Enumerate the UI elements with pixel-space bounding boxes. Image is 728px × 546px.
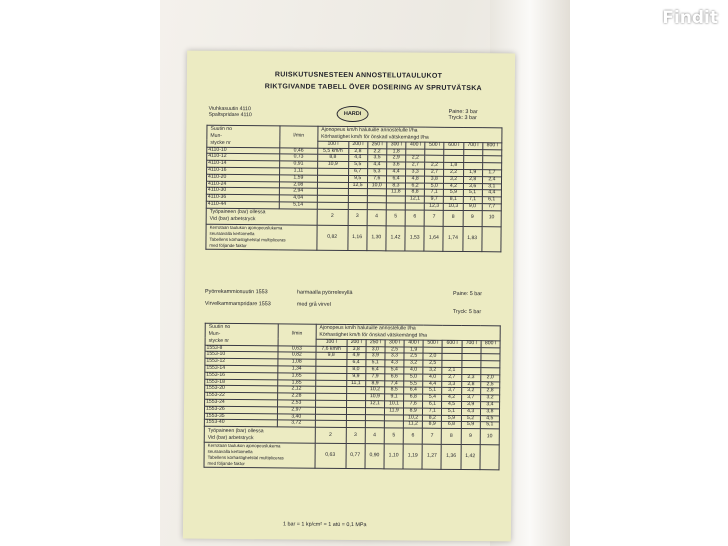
speed-value: 5,0 (425, 183, 444, 190)
speed-value: 4,4 (367, 162, 386, 169)
hardi-logo: HARDI (337, 106, 369, 122)
nozzle-code: 1553-18 (205, 379, 278, 386)
flow-value: 0,91 (280, 161, 318, 168)
nozzle-code: 1553-8 (205, 345, 278, 352)
speed-value: 8,9 (423, 422, 442, 429)
speed-value: 3,3 (442, 381, 461, 388)
rate-header: 500 l (423, 340, 442, 347)
pressure-value: 5 (386, 210, 405, 226)
rate-header: 250 l (366, 339, 385, 346)
nozzle-code: 1553-35 (204, 413, 277, 420)
pressure-value: 5 (384, 428, 403, 444)
speed-value: 11,1 (346, 380, 365, 387)
speed-value: 3,6 (463, 183, 482, 190)
speed-value: 2,1 (442, 367, 461, 374)
speed-value: 6,7 (348, 169, 367, 176)
flow-value: 2,53 (277, 400, 315, 407)
speed-value: 8,5 (385, 387, 404, 394)
nozzle-code: 1553-40 (204, 420, 277, 427)
nozzle-code: 1553-20 (205, 386, 278, 393)
dosage-table-1553 (203, 323, 500, 471)
findit-watermark: Findit (662, 8, 718, 28)
speed-value: 5,4 (385, 367, 404, 374)
speed-value: 3,8 (425, 176, 444, 183)
speed-value: 1,7 (482, 170, 501, 177)
pressure-value: 4 (365, 428, 384, 444)
unit-footnote: 1 bar = 1 kp/cm² = 1 atü = 0,1 MPa (282, 521, 367, 529)
speed-value: 2,5 (480, 381, 499, 388)
nozzle-fi-2: Pyörrekammiosuutin 1553 (205, 288, 268, 296)
speed-value: 2,2 (425, 162, 444, 169)
pressure-value: 2 (317, 209, 348, 225)
speed-value: 9,1 (384, 394, 403, 401)
nozzle-code: 1553-12 (205, 358, 278, 365)
speed-value: 2,2 (367, 148, 386, 155)
speed-value: 4,2 (444, 183, 463, 190)
speed-value: 6,8 (404, 394, 423, 401)
multiplier-value: 0,90 (365, 444, 384, 469)
rate-header: 100 l (318, 141, 349, 148)
swirl-fi: harmaalla pyörrelevyllä (297, 289, 353, 297)
speed-value: 2,0 (423, 354, 442, 361)
speed-value: 9,5 (348, 175, 367, 182)
nozzle-code: 1553-22 (205, 392, 278, 399)
speed-value: 7,6 (404, 401, 423, 408)
speed-value: 5,1 (366, 360, 385, 367)
speed-value: 8,9 (365, 380, 384, 387)
speed-value: 5,1 (423, 388, 442, 395)
speed-value: 4,4 (386, 169, 405, 176)
speed-value: 2,8 (348, 148, 367, 155)
speed-value: 10,1 (384, 401, 403, 408)
pressure-value: 6 (403, 428, 422, 444)
nozzle-code: 1553-24 (205, 399, 278, 406)
speed-value: 2,5 (423, 360, 442, 367)
speed-value: 5,3 (367, 169, 386, 176)
speed-value: 2,7 (406, 162, 425, 169)
rate-header: 800 l (483, 142, 502, 149)
speed-value: 8,3 (386, 182, 405, 189)
speed-value: 12,5 (348, 182, 367, 189)
speed-value: 10,2 (403, 415, 422, 422)
pressure-value: 8 (442, 429, 461, 445)
flow-value: 2,08 (279, 181, 317, 188)
multiplier-value: 1,53 (405, 226, 424, 251)
col-lmin: l/min (280, 126, 318, 148)
speed-value: 3,3 (406, 169, 425, 176)
speed-value: 9,9 (346, 373, 365, 380)
speed-value: 4,0 (423, 374, 442, 381)
flow-value: 0,46 (280, 148, 318, 155)
speed-value: 9,8 (316, 353, 347, 360)
speed-value: 3,6 (387, 162, 406, 169)
speed-value: 4,4 (423, 381, 442, 388)
speed-value: 4,8 (406, 176, 425, 183)
speed-value: 3,2 (444, 176, 463, 183)
multiplier-value: 0,63 (315, 443, 346, 468)
speed-value: 8,1 (444, 197, 463, 204)
col-lmin-2: l/min (278, 324, 316, 346)
nozzle-code: 1553-16 (205, 372, 278, 379)
speed-value: 7,1 (425, 190, 444, 197)
speed-value: 5,4 (423, 394, 442, 401)
speed-value: 6,4 (366, 367, 385, 374)
pressure-value: 4 (367, 209, 386, 225)
speed-value: 6,4 (404, 387, 423, 394)
speed-value: 4,5 (480, 415, 499, 422)
pressure-value: 2 (315, 427, 346, 443)
rate-header: 400 l (406, 142, 425, 149)
speed-value: 5,2 (461, 415, 480, 422)
speed-value: 2,5 (385, 346, 404, 353)
rate-header: 600 l (442, 340, 461, 347)
speed-value: 2,5 (404, 353, 423, 360)
flow-value: 5,14 (279, 202, 317, 209)
speed-value: 5,1 (442, 408, 461, 415)
rate-header: 300 l (385, 340, 404, 347)
flow-value: 0,82 (278, 352, 316, 359)
speed-value: 2,4 (482, 176, 501, 183)
speed-value: 8,2 (423, 415, 442, 422)
multiplier-value: 1,16 (347, 225, 366, 250)
speed-value: 1,8 (444, 163, 463, 170)
speed-value: 6,1 (423, 401, 442, 408)
col-nozzle: Suutin no Mun- stycke nr (207, 125, 280, 147)
speed-value: 8,8 (405, 189, 424, 196)
speed-value: 3,1 (482, 183, 501, 190)
speed-value: 10,2 (365, 387, 384, 394)
speed-value: 3,9 (461, 401, 480, 408)
pressure-value: 6 (405, 210, 424, 226)
flow-value: 0,73 (280, 154, 318, 161)
speed-value: 2,2 (406, 155, 425, 162)
speed-value: 8,8 (317, 155, 348, 162)
flow-value: 2,97 (277, 407, 315, 414)
speed-value: 2,7 (425, 169, 444, 176)
nozzle-code: 1553-10 (205, 352, 278, 359)
speed-value: 4,9 (346, 353, 365, 360)
pressure-row: Työpaineen (bar) ollessa Vid (bar) arbetstryck 2 3 4 5 6 7 8 9 10 (206, 208, 501, 227)
speed-value: 11,2 (403, 421, 422, 428)
multiplier-row: Kerrotaan taulukon ajonopeuslukema seuraavalla kertoimella Tabellens körhastighetstal multipliceras med följande faktor 0,82 1,16 1,30 1,42 1,53 1,64 1,74 1,83 (206, 224, 501, 251)
speed-value: 3,2 (423, 367, 442, 374)
speed-value: 4,5 (442, 401, 461, 408)
nozzle-label-1 (209, 107, 252, 119)
pressure-sv: Tryck: 3 bar (448, 115, 477, 122)
pressure-fi: Paine: 3 bar (448, 108, 478, 116)
speed-value: 7,1 (423, 408, 442, 415)
pressure-fi-2: Paine: 5 bar (452, 290, 483, 298)
speed-value: 4,3 (385, 360, 404, 367)
plate-title-sv: RIKTGIVANDE TABELL ÖVER DOSERING AV SPRUTVÄTSKA (264, 83, 482, 93)
speed-value: 3,7 (442, 388, 461, 395)
nozzle-code: 4110-16 (207, 167, 280, 174)
speed-value: 10,9 (365, 394, 384, 401)
speed-value: 2,8 (463, 176, 482, 183)
nozzle-code: 4110-10 (207, 147, 280, 154)
multiplier-value: 1,42 (461, 445, 480, 470)
flow-value: 1,11 (279, 168, 317, 175)
speed-value: 11,8 (386, 189, 405, 196)
speed-value: 3,5 (367, 155, 386, 162)
speed-value: 7,9 (365, 373, 384, 380)
speed-value: 9,7 (425, 196, 444, 203)
speed-value: 12,1 (405, 196, 424, 203)
speed-value: 3,4 (480, 402, 499, 409)
multiplier-value: 1,19 (403, 444, 422, 469)
multiplier-value: 1,27 (422, 444, 441, 469)
speed-value: 2,3 (461, 374, 480, 381)
pressure-value: 9 (461, 429, 480, 445)
speed-value: 6,8 (442, 422, 461, 429)
nozzle-sv: Spaltspridare 4110 (208, 111, 252, 119)
multiplier-value: 1,64 (424, 226, 443, 251)
speed-value: 2,0 (481, 374, 500, 381)
multiplier-value: 0,77 (346, 444, 365, 469)
multiplier-value (482, 226, 501, 251)
nozzle-sv-2: Virvelkammarspridare 1553 (204, 300, 271, 308)
pressure-value: 7 (424, 210, 443, 226)
multiplier-value: 1,74 (443, 226, 462, 251)
speed-value: 4,0 (404, 367, 423, 374)
pressure-row-2: Työpaineen (bar) ollessa Vid (bar) arbetstryck 2 3 4 5 6 7 8 9 10 (204, 426, 499, 445)
speed-value: 6,1 (482, 197, 501, 204)
nozzle-code: 4110-44 (206, 201, 279, 208)
dosage-plate (183, 51, 515, 542)
nozzle-code: 4110-24 (206, 181, 279, 188)
rate-header: 500 l (425, 142, 444, 149)
multiplier-value: 1,36 (441, 445, 460, 470)
pressure-value: 9 (463, 210, 482, 226)
speed-value: 5,1 (480, 422, 499, 429)
speed-value: 6,6 (385, 374, 404, 381)
speed-value: 1,8 (387, 148, 406, 155)
speed-value: 2,8 (461, 381, 480, 388)
speed-header-2: Ajonopeus km/h halutuille annostelulle l/ha Körhastighet km/h för önskad vätskemängd l/ha (316, 324, 500, 340)
swirl-sv: med grå virvel (296, 301, 331, 308)
flow-value: 1,34 (278, 366, 316, 373)
flow-value: 2,12 (278, 386, 316, 393)
speed-value: 6,4 (386, 176, 405, 183)
rate-header: 200 l (348, 141, 367, 148)
speed-value: 6,4 (346, 360, 365, 367)
multiplier-value: 1,30 (367, 225, 386, 250)
pressure-sv-2: Tryck: 5 bar (452, 308, 482, 316)
multiplier-value: 1,42 (386, 226, 405, 251)
flow-value: 4,04 (279, 195, 317, 202)
multiplier-value: 0,82 (317, 225, 348, 250)
speed-value: 7,6 km/h (316, 346, 347, 353)
rate-header: 800 l (481, 340, 500, 347)
speed-value: 5,9 (461, 422, 480, 429)
speed-value: 8,9 (404, 408, 423, 415)
speed-value: 11,9 (384, 408, 403, 415)
speed-value: 8,0 (346, 366, 365, 373)
pressure-value: 7 (422, 428, 441, 444)
speed-value: 7,4 (385, 380, 404, 387)
speed-value: 7,1 (463, 197, 482, 204)
speed-value: 3,2 (404, 360, 423, 367)
rate-header: 300 l (387, 142, 406, 149)
multiplier-row-2: Kerrotaan taulukon ajonopeuslukema seuraavalla kertoimella Tabellens körhastighetstal multipliceras med följande faktor 0,63 0,77 0,90 1,10 1,19 1,27 1,36 1,42 (204, 442, 499, 469)
speed-value: 3,2 (480, 395, 499, 402)
speed-value: 5,0 (404, 374, 423, 381)
pressure-value: 10 (482, 210, 501, 226)
speed-header: Ajonopeus km/h halutuille annostelulle l/ha Körhastighet km/h för önskad vätskemängd l/ha (318, 126, 502, 142)
nozzle-code: 4110-20 (206, 174, 279, 181)
speed-value: 12,1 (365, 401, 384, 408)
rate-header: 600 l (444, 142, 463, 149)
speed-value: 9,0 (463, 203, 482, 210)
nozzle-code: 4110-36 (206, 194, 279, 201)
flow-value: 0,63 (278, 346, 316, 353)
flow-value: 1,85 (278, 379, 316, 386)
flow-value: 1,65 (278, 373, 316, 380)
multiplier-value: 1,83 (462, 226, 481, 251)
speed-value: 4,3 (461, 408, 480, 415)
speed-value: 10,9 (317, 161, 348, 168)
dosage-table-4110 (205, 125, 502, 252)
speed-value: 7,6 (367, 175, 386, 182)
speed-value: 3,7 (461, 395, 480, 402)
pressure-label-1 (449, 109, 478, 122)
speed-value: 5,5 (404, 381, 423, 388)
pressure-value: 3 (348, 209, 367, 225)
speed-value: 4,2 (442, 395, 461, 402)
speed-value: 2,9 (387, 155, 406, 162)
speed-value: 7,7 (482, 204, 501, 211)
speed-value: 5,9 (444, 190, 463, 197)
rate-header: 700 l (463, 142, 482, 149)
speed-value: 2,8 (480, 388, 499, 395)
rate-header: 250 l (368, 141, 387, 148)
flow-value: 1,08 (278, 359, 316, 366)
rate-header: 200 l (347, 339, 366, 346)
rate-header: 400 l (404, 340, 423, 347)
flow-value: 2,94 (279, 188, 317, 195)
multiplier-value (480, 445, 499, 470)
nozzle-code: 4110-30 (206, 188, 279, 195)
nozzle-code: 4110-12 (207, 154, 280, 161)
flow-value: 2,28 (277, 393, 315, 400)
speed-value: 4,4 (482, 190, 501, 197)
speed-value: 6,2 (405, 183, 424, 190)
plate-title-fi: RUISKUTUSNESTEEN ANNOSTELUTAULUKOT (274, 71, 443, 80)
pressure-value: 3 (346, 428, 365, 444)
pressure-value: 8 (444, 210, 463, 226)
speed-value: 3,8 (347, 346, 366, 353)
pressure-value: 10 (480, 429, 499, 445)
speed-value: 2,7 (442, 374, 461, 381)
flow-value: 3,40 (277, 413, 315, 420)
rate-header: 700 l (462, 340, 481, 347)
rate-header: 100 l (316, 339, 347, 346)
speed-value: 3,0 (366, 346, 385, 353)
nozzle-fi: Viuhkasuutin 4110 (208, 105, 251, 113)
flow-value: 1,59 (279, 175, 317, 182)
multiplier-value: 1,10 (384, 444, 403, 469)
speed-value: 3,3 (385, 353, 404, 360)
speed-value: 1,9 (404, 347, 423, 354)
speed-value: 3,9 (366, 353, 385, 360)
nozzle-code: 1553-14 (205, 365, 278, 372)
speed-value: 5,9 (442, 415, 461, 422)
speed-value: 3,8 (480, 408, 499, 415)
speed-value: 1,9 (463, 170, 482, 177)
flow-value: 3,72 (277, 420, 315, 427)
speed-value: 2,2 (444, 169, 463, 176)
speed-value: 3,2 (461, 388, 480, 395)
speed-value: 5,5 km/h (317, 148, 348, 155)
speed-value: 4,4 (348, 155, 367, 162)
nozzle-code: 1553-26 (204, 406, 277, 413)
speed-value: 10,3 (444, 203, 463, 210)
speed-value: 12,3 (424, 203, 443, 210)
speed-value: 5,5 (348, 162, 367, 169)
nozzle-code: 4110-14 (207, 160, 280, 167)
speed-value: 5,1 (463, 190, 482, 197)
col-nozzle-2: Suutin no Mun- stycke nr (205, 323, 278, 345)
speed-value: 10,0 (367, 182, 386, 189)
